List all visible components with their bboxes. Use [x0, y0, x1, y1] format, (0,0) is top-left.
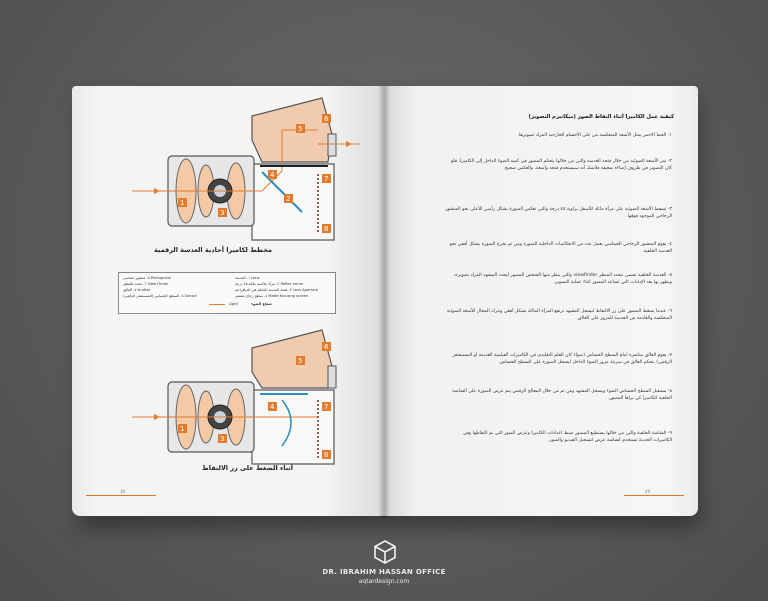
legend-item-2: ٢- مرآة عاكسة مائلة ٤٥ درجة Reflex mirror	[235, 282, 304, 286]
camera-diagram-shutter	[132, 326, 362, 476]
brand-name: DR. IBRAHIM HASSAN OFFICE	[322, 568, 446, 576]
brand-url: aqtardesign.com	[358, 578, 410, 585]
marker-b6: 6	[324, 343, 329, 351]
paragraph-7: ٧- يقوم الغالق مباشرة امام السطح الحساس (سواء كان الفلم التقليدي في الكاميرات الفيلمية القديمة أو المستشعر الرقمي) بتحكم الغالق في سرعة مرور الضوء الداخل ليسجل الصورة على السطح الحساس.	[452, 353, 672, 365]
marker-3: 3	[220, 209, 225, 217]
legend-item-1: ١- العدسة Lens	[235, 276, 260, 280]
paragraph-8: ٨- يستقبل السطح الحساس الضوء ويسجل المشهد ومن ثم من خلال المعالج الرقمي يتم عرض الصورة على الشاشة الخلفية للكاميرا كي يراها المصور.	[452, 389, 672, 401]
footer-line-left	[86, 495, 156, 496]
paragraph-9: ٩- الشاشة الخلفية والتي من خلالها يستطيع المصور ضبط اعدادات الكاميرا وعرض الصور التي تم التقاطها وفي الكاميرات الحديثة تستخدم كشاشة عرض لتسجيل الفيديو والصور.	[462, 431, 672, 443]
marker-b4: 4	[270, 403, 275, 411]
light-ray-swatch	[209, 304, 225, 305]
marker-2: 2	[286, 195, 291, 203]
caption-bottom: أثناء الضغط على زر الالتقاط	[202, 464, 294, 472]
marker-b1: 1	[180, 425, 185, 433]
paragraph-2: ٢- تمر الأشعة الضوئية من خلال فتحة العدسة والتي من خلالها يتحكم المصور في كمية الضوء الداخل إلى الكاميرا، فلو كان التصوير في ظروف إضاءة ضعيفة فلاشك أنه سيستخدم فتحة واسعة، والعكس صحيح.	[450, 159, 672, 171]
legend-light-ar: شعاع الضوء	[251, 302, 272, 306]
marker-b5: 5	[298, 357, 303, 365]
legend-item-4: ٤- سطح زجاج مصنفر Matte focusing screen	[235, 294, 309, 298]
left-page	[72, 86, 384, 516]
marker-b3: 3	[220, 435, 225, 443]
legend-item-5: ٥- منشور خماسي Pentaprism	[123, 276, 172, 280]
paragraph-1: ١- الخط الاحمر يمثل الأشعة المنعكسة من على الأجسام الخارجية المراد تصويرها.	[517, 133, 672, 138]
legend-item-3: ٣- فتحة العدسة التحكم في الديافراجم Lens Aperture	[235, 288, 318, 292]
marker-5: 5	[298, 125, 303, 133]
legend-item-6: ٦- محدد المنظر View Finder	[123, 282, 169, 286]
brand-logo-icon	[374, 540, 396, 564]
marker-4: 4	[270, 171, 275, 179]
paragraph-3: ٣- تسقط الأشعة الضوئية على مرآة مائلة للأسفل بزاوية ٤٥ درجة والتي تعكس الصورة بشكل رأسي للأعلى نحو المنشور الزجاجي الموجود فوقها.	[445, 207, 672, 219]
marker-7: 7	[324, 175, 329, 183]
page-title: كيفية عمل الكاميرا أثناء التقاط الصور (ميكانيزم التصوير)	[528, 114, 674, 120]
marker-8: 8	[324, 225, 329, 233]
diagram-legend	[118, 272, 336, 314]
book-gutter	[378, 86, 390, 518]
caption-top: مخطط لكاميرا أحادية العدسة الرقمية	[154, 246, 273, 254]
open-book	[72, 86, 698, 518]
paragraph-6: ٦- عندما يضغط المصور على زر الالتقاط ليسجل المشهد ترتفع المرآة المائلة بشكل أفقي وتترك المجال للأشعة الضوئية المنعكسة والقادمة من العدسة للمرور على الغالق.	[446, 309, 672, 321]
marker-1: 1	[180, 199, 185, 207]
marker-b7: 7	[324, 403, 329, 411]
right-page	[384, 86, 698, 516]
paragraph-5: ٥- العدسة الخلفية تسمى محدد المنظر viewfinder والتي ينظر منها الشخص المصور ليحدد المشهد المراد تصويره، ويظهر بها بعد الإدادات التي تساعد المصور أثناء عملية التصوير.	[453, 273, 672, 285]
page-number-right: 29	[644, 489, 650, 494]
page-number-left: 30	[120, 489, 126, 494]
legend-item-8: ٨- السطح الحساس (المستشعر الرقمي) Sensor	[123, 294, 197, 298]
legend-item-7: ٧- الغالق shutter	[123, 288, 151, 292]
paragraph-4: ٤- يقوم المنشور الزجاجي الخماسي بعمل عدد من الانعكاسات الداخلية للصورة ومن ثم يخرج الصورة بشكل أفقي نحو العدسة الخلفية.	[449, 242, 672, 254]
legend-light-en: Light	[229, 302, 238, 306]
marker-6: 6	[324, 115, 329, 123]
marker-b8: 8	[324, 451, 329, 459]
camera-diagram-normal	[132, 94, 362, 254]
footer-line-right	[624, 495, 684, 496]
